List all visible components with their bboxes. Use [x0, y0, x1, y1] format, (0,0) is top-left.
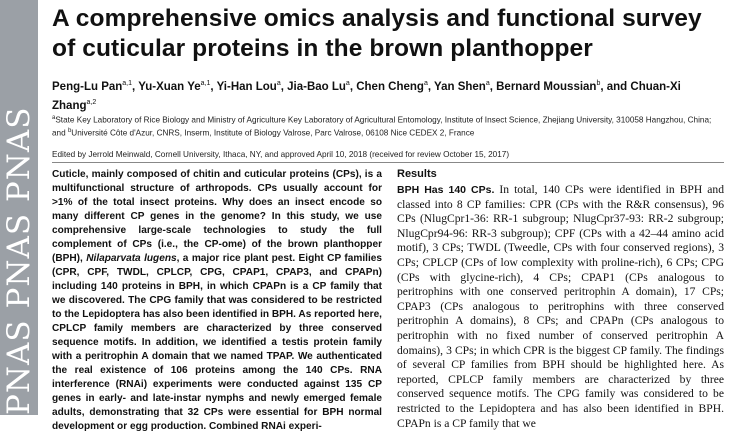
- affiliation-text: State Key Laboratory of Rice Biology and Ministry of Agriculture Key Laboratory of Agricultural Entomology, Institute of Insect Science, Zhejiang University, 310058 Hangzhou, China; and: [52, 115, 712, 138]
- affiliations: $^a$State Key Laboratory of Rice Biology and Ministry of Agriculture Key Laboratory of Agricultural Entomology, Institute of Insect Science, Zhejiang University, 310058 Hangzhou, China; and $^b$Université Côte d'Azur, CNRS, Inserm, Institute of Biology Valrose, Parc Valrose, 06108 Nice CEDEX 2, France: [52, 115, 712, 138]
- author[interactable]: Yi-Han Lou$^a$: [216, 80, 281, 93]
- divider: [52, 162, 724, 163]
- journal-side-band: [0, 0, 38, 415]
- affiliation-text: Université Côte d'Azur, CNRS, Inserm, Institute of Biology Valrose, Parc Valrose, 06108 Nice CEDEX 2, France: [71, 128, 475, 138]
- author[interactable]: Peng-Lu Pan$^{a,1}$: [52, 80, 133, 93]
- results-body: [397, 183, 724, 431]
- results-text: In total, 140 CPs were identified in BPH and classed into 8 CP families: CPR (CPs with the R&R consensus), 96 CPs (NlugCpr1-36: RR-1 subgroup; NlugCpr37-93: RR-2 subgroup; NlugCpr94-96: RR-3 subgroup); CPF (CPs with a 42–44 amino acid motif), 3 CPs; TWDL (Tweedle, CPs with four conserved regions), 3 CPs; CPLCP (CPs of low complexity with proline-rich), 6 CPs; CPG (CPs with glycine-rich), 4 CPs; CPAP1 (CPs analogous to peritrophins with one conserved peritrophin A domain), 17 CPs; CPAP3 (CPs analogous to peritrophins with three conserved peritrophin A domains), 8 CPs; and CPAPn (CPs analogous to peritrophin with no fixed number of conserved peritrophin A domains), 3 CPs; in which CPR is the biggest CP family. The findings of several CP families from BPH should be highlighted here. As reported, CPLCP family members are characterized by three conserved sequence motifs. The CPG family was considered to be restricted to the Lepidoptera and has also been identified in BPH. CPAPn is a CP family that we: [397, 183, 724, 430]
- section-heading-results: Results: [397, 168, 437, 180]
- author[interactable]: and Chuan-Xi Zhang$^{a,2}$: [52, 80, 681, 112]
- author-list: Peng-Lu Pan$^{a,1}$, Yu-Xuan Ye$^{a,1}$, Yi-Han Lou$^a$, Jia-Bao Lu$^a$, Chen Cheng$^a$, Yan Shen$^a$, Bernard Moussian$^b$, and Chuan-Xi Zhang$^{a,2}$: [52, 80, 681, 112]
- author[interactable]: Bernard Moussian$^b$: [496, 80, 601, 93]
- author[interactable]: Yu-Xuan Ye$^{a,1}$: [138, 80, 211, 93]
- author[interactable]: Jia-Bao Lu$^a$: [287, 80, 350, 93]
- abstract: Cuticle, mainly composed of chitin and cuticular proteins (CPs), is a multifunctional structure of arthropods. CPs usually account for >1% of the total insect proteins. Why does an insect encode so many different CP genes in the genome? In this study, we use comprehensive large-scale technologies to study the full complement of CPs (i.e., the CP-ome) of the brown planthopper (BPH), Nilaparvata lugens, a major rice plant pest. Eight CP families (CPR, CPF, TWDL, CPLCP, CPG, CPAP1, CPAP3, and CPAPn) including 140 proteins in BPH, in which CPAPn is a CP family that we discovered. The CPG family that was considered to be restricted to the Lepidoptera has also been identified in BPH. As reported here, CPLCP family members are characterized by three conserved sequence motifs. In addition, we identified a testis protein family with a peritrophin A domain that we named TPAP. We authenticated the real existence of 106 proteins among the 140 CPs. RNA interference (RNAi) experiments were conducted against 135 CP genes in early- and late-instar nymphs and newly emerged female adults, demonstrating that 32 CPs were essential for BPH normal development or egg production. Combined RNAi experi-: [52, 169, 382, 432]
- species-name: Nilaparvata lugens: [86, 253, 177, 264]
- author[interactable]: Yan Shen$^a$: [434, 80, 490, 93]
- edited-by: Edited by Jerrold Meinwald, Cornell University, Ithaca, NY, and approved April 10, 2018 (received for review October 15, 2017): [52, 150, 510, 159]
- author[interactable]: Chen Cheng$^a$: [356, 80, 428, 93]
- subsection-heading: BPH Has 140 CPs.: [397, 184, 495, 196]
- article-title: A comprehensive omics analysis and functional survey of cuticular proteins in the brown planthopper: [52, 5, 702, 62]
- journal-logo: PNAS PNAS PNAS: [1, 106, 37, 415]
